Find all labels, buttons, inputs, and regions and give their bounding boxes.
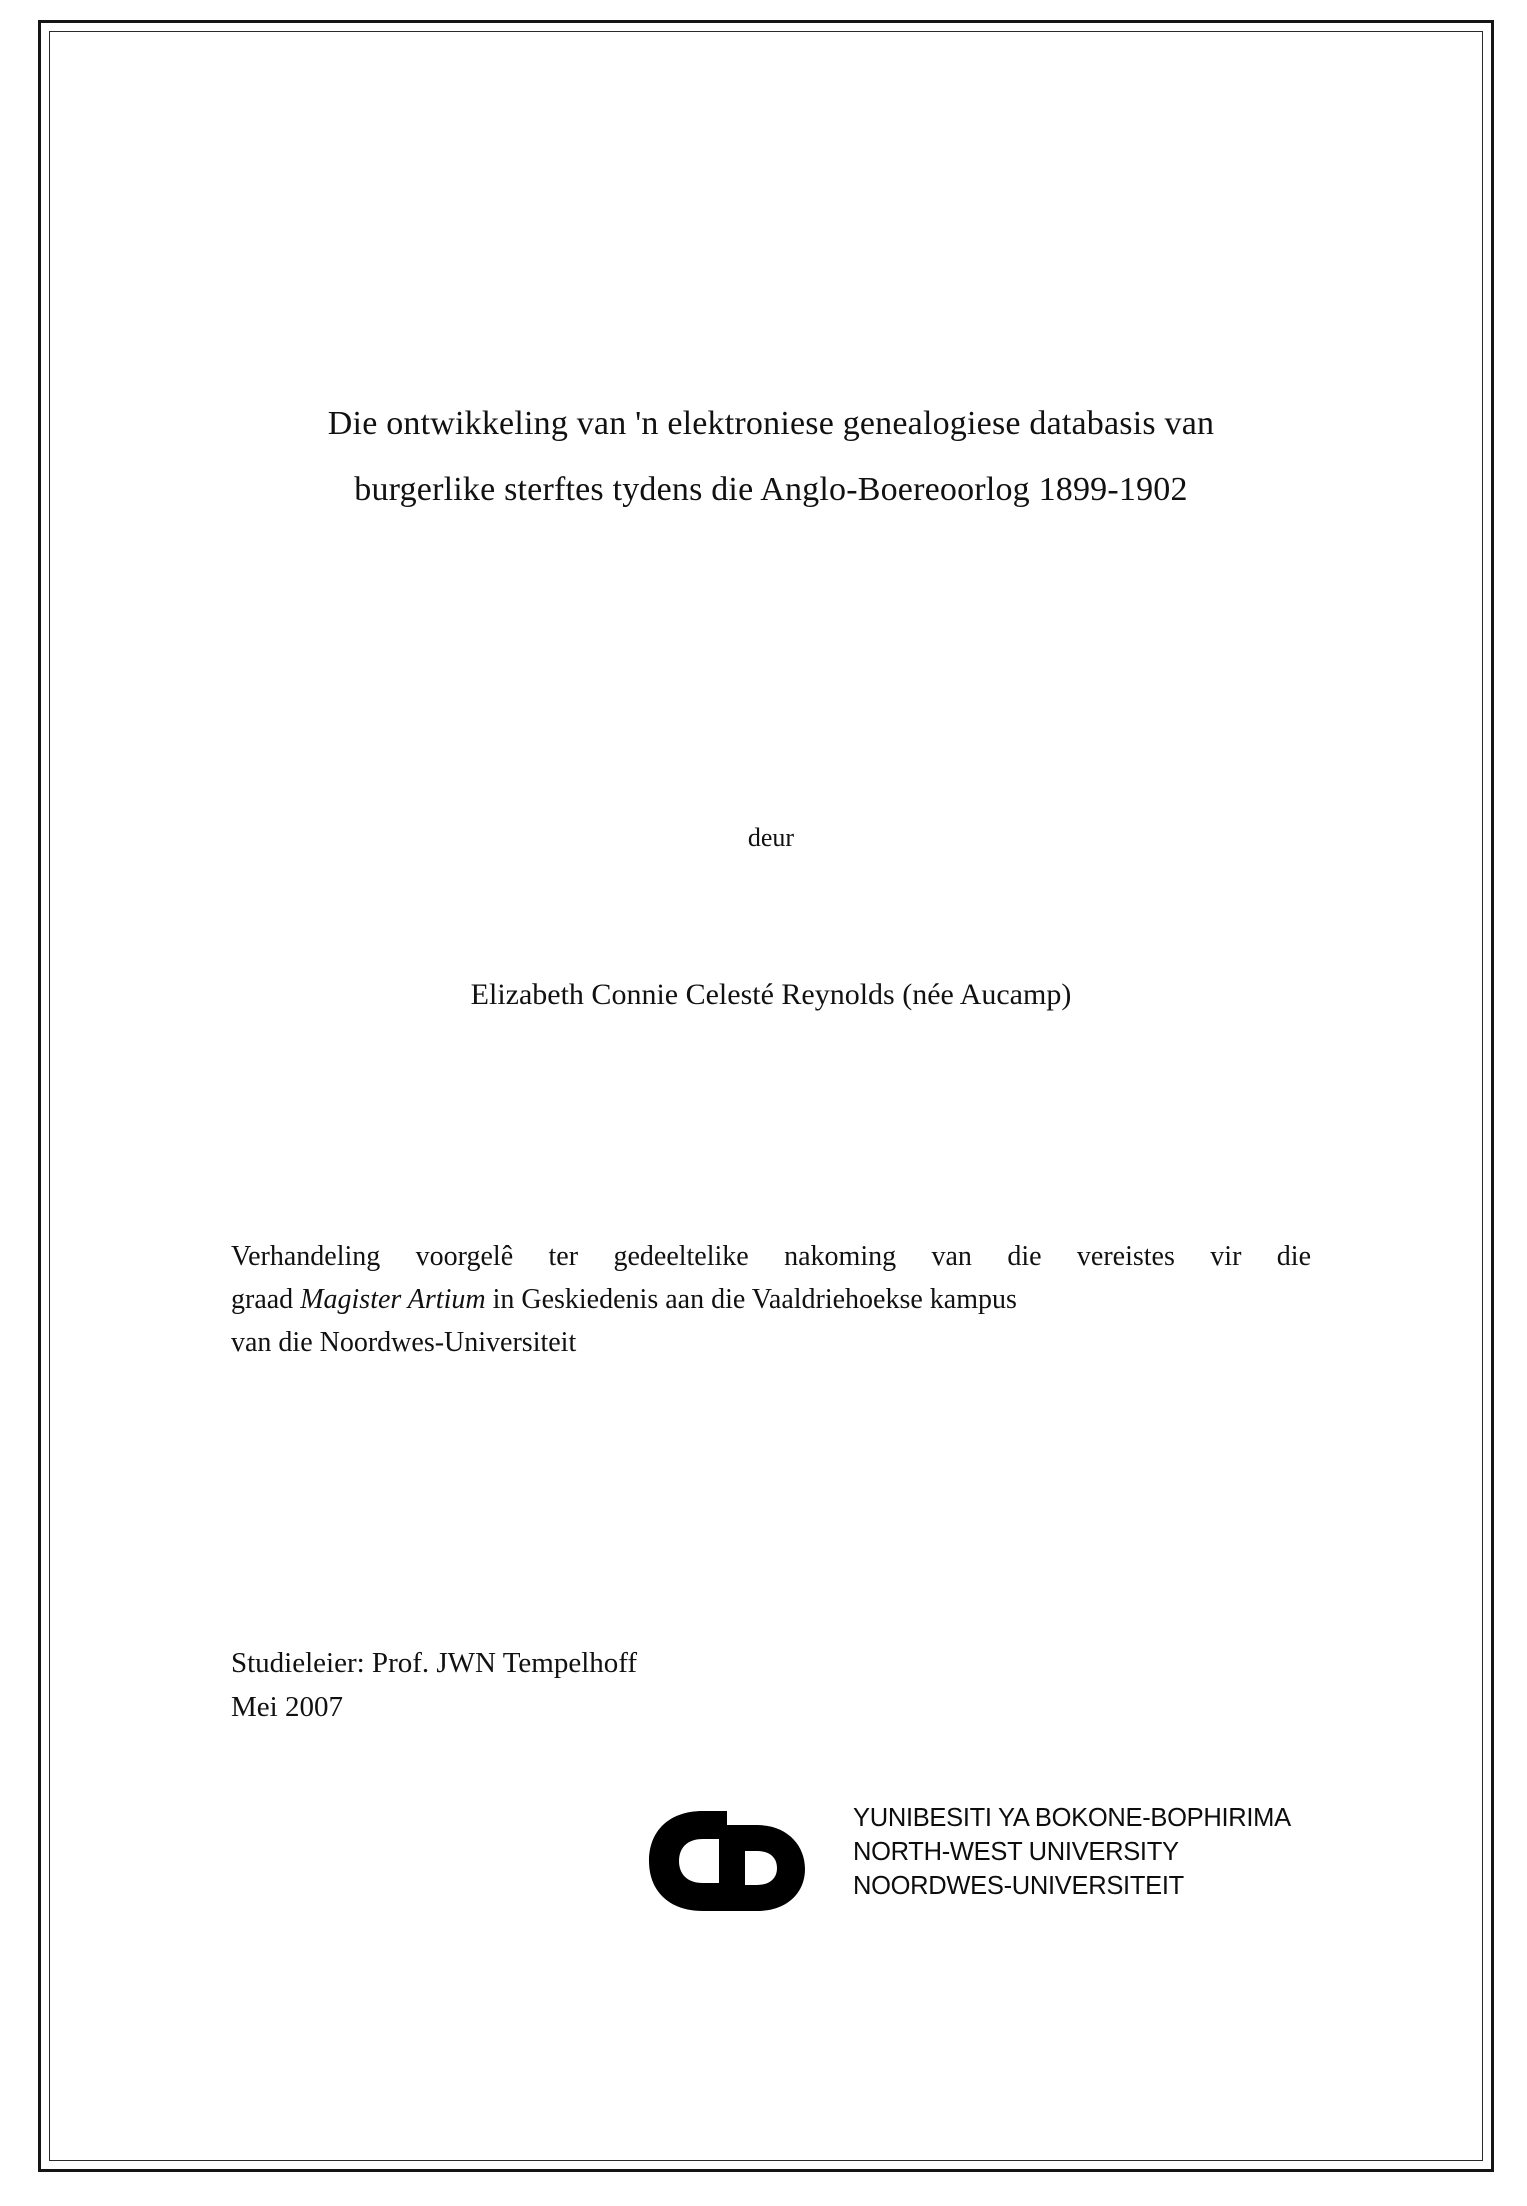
date-line: Mei 2007 xyxy=(231,1691,343,1723)
logo-text-line-3: NOORDWES-UNIVERSITEIT xyxy=(853,1872,1184,1900)
logo-text-line-1: YUNIBESITI YA BOKONE-BOPHIRIMA xyxy=(853,1804,1291,1832)
university-logo xyxy=(521,1801,1321,1921)
degree-name: Magister Artium xyxy=(300,1284,486,1315)
north-west-university-logo-icon xyxy=(641,1807,841,1915)
degree-statement-line-3: van die Noordwes-Universiteit xyxy=(231,1327,577,1358)
author-name: Elizabeth Connie Celesté Reynolds (née Aucamp) xyxy=(470,978,1072,1011)
supervisor-block xyxy=(231,1641,1231,1729)
degree-statement-line-1: Verhandeling voorgelê ter gedeeltelike nakoming van die vereistes vir die xyxy=(231,1241,1311,1272)
page-border xyxy=(38,20,1494,2172)
page-title xyxy=(191,391,1351,523)
degree-statement-suffix: in Geskiedenis aan die Vaaldriehoekse kampus xyxy=(485,1284,1017,1315)
degree-statement xyxy=(231,1235,1311,1364)
title-line-2: burgerlike sterftes tydens die Anglo-Boereoorlog 1899-1902 xyxy=(354,471,1188,508)
logo-wordmark xyxy=(853,1801,1291,1903)
title-line-1: Die ontwikkeling van 'n elektroniese genealogiese databasis van xyxy=(327,405,1215,442)
title-page-content xyxy=(191,23,1351,2169)
degree-statement-line-2 xyxy=(231,1278,1311,1321)
degree-statement-prefix: graad xyxy=(231,1284,301,1315)
by-label: deur xyxy=(747,823,795,852)
logo-text-line-2: NORTH-WEST UNIVERSITY xyxy=(853,1838,1179,1866)
supervisor-line: Studieleier: Prof. JWN Tempelhoff xyxy=(231,1647,638,1679)
